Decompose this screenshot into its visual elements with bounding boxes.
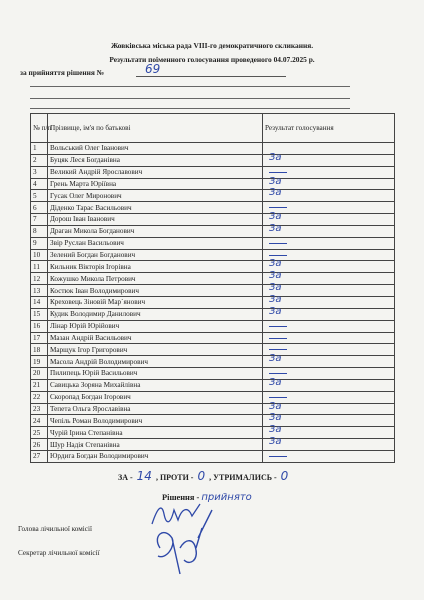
- deputy-name: Шур Надія Степанівна: [48, 439, 263, 451]
- vote-result-cell: [263, 293, 395, 308]
- vote-result-cell: [263, 368, 395, 380]
- chair-label: Голова лічильної комісії: [18, 525, 92, 533]
- row-number: 18: [31, 344, 48, 356]
- deputy-name: Костюк Іван Володимирович: [48, 285, 263, 297]
- row-number: 14: [31, 296, 48, 308]
- vote-result-cell: [263, 270, 395, 285]
- deputy-name: Пилипець Юрій Васильович: [48, 368, 263, 380]
- deputy-name: Тепета Ольга Ярославівна: [48, 403, 263, 415]
- tally-abstain-value: 0: [280, 469, 289, 483]
- table-row: [31, 154, 395, 166]
- table-row: [31, 439, 395, 451]
- vote-mark: За: [269, 436, 282, 448]
- vote-result-cell: [263, 175, 395, 190]
- table-row: [31, 379, 395, 391]
- deputy-name: Грень Марта Юріївна: [48, 178, 263, 190]
- row-number: 8: [31, 225, 48, 237]
- table-row: [31, 202, 395, 214]
- deputy-name: Діденко Тарас Васильович: [48, 202, 263, 214]
- vote-result-cell: [263, 143, 395, 155]
- blank-line: [30, 98, 350, 99]
- vote-mark: За: [269, 175, 282, 187]
- column-header-number: № п/п: [31, 114, 48, 143]
- table-row: [31, 178, 395, 190]
- table-row: [31, 214, 395, 226]
- vote-result-cell: [263, 391, 395, 403]
- deputy-name: Креховець Зіновій Мар`янович: [48, 296, 263, 308]
- tally-against-label: , ПРОТИ -: [155, 473, 194, 482]
- vote-dash-mark: [269, 349, 287, 350]
- row-number: 7: [31, 214, 48, 226]
- vote-mark: За: [269, 151, 282, 163]
- vote-mark: За: [269, 353, 282, 365]
- vote-result-cell: [263, 376, 395, 391]
- deputy-name: Буцяк Леся Богданівна: [48, 154, 263, 166]
- tally-abstain-label: , УТРИМАЛИСЬ -: [209, 473, 277, 482]
- row-number: 2: [31, 154, 48, 166]
- vote-mark: За: [269, 293, 282, 305]
- vote-mark: За: [269, 376, 282, 388]
- vote-tally: [118, 469, 290, 483]
- table-row: [31, 356, 395, 368]
- deputy-name: Чурій Ірина Степанівна: [48, 427, 263, 439]
- table-row: [31, 237, 395, 249]
- vote-result-cell: [263, 151, 395, 166]
- vote-mark: За: [269, 282, 282, 294]
- table-row: [31, 391, 395, 403]
- vote-result-cell: [263, 436, 395, 451]
- vote-mark: За: [269, 400, 282, 412]
- tally-against-value: 0: [197, 469, 206, 483]
- table-row: [31, 143, 395, 155]
- table-row: [31, 285, 395, 297]
- deputy-name: Марщук Ігор Григорович: [48, 344, 263, 356]
- vote-result-cell: [263, 258, 395, 273]
- vote-dash-mark: [269, 207, 287, 208]
- row-number: 17: [31, 332, 48, 344]
- row-number: 27: [31, 450, 48, 462]
- row-number: 16: [31, 320, 48, 332]
- vote-result-cell: [263, 344, 395, 356]
- vote-result-cell: [263, 450, 395, 462]
- row-number: 22: [31, 391, 48, 403]
- deputy-name: Лінар Юрій Юрійович: [48, 320, 263, 332]
- vote-mark: За: [269, 305, 282, 317]
- row-number: 11: [31, 261, 48, 273]
- row-number: 10: [31, 249, 48, 261]
- vote-result-cell: [263, 320, 395, 332]
- session-header: Результати поіменного голосування проведеного 04.07.2025 р.: [109, 55, 315, 64]
- table-row: [31, 368, 395, 380]
- row-number: 5: [31, 190, 48, 202]
- secretary-label: Секретар лічильної комісії: [18, 549, 100, 557]
- row-number: 4: [31, 178, 48, 190]
- table-row: [31, 308, 395, 320]
- vote-mark: За: [269, 211, 282, 223]
- column-header-name: Прізвище, ім'я по батькові: [48, 114, 263, 143]
- table-row: [31, 273, 395, 285]
- table-row: [31, 320, 395, 332]
- tally-for-label: ЗА -: [118, 473, 133, 482]
- row-number: 3: [31, 166, 48, 178]
- deputy-name: Гусак Олег Миронович: [48, 190, 263, 202]
- row-number: 24: [31, 415, 48, 427]
- deputy-name: Мазан Андрій Васильович: [48, 332, 263, 344]
- vote-dash-mark: [269, 397, 287, 398]
- row-number: 21: [31, 379, 48, 391]
- blank-line: [30, 108, 350, 109]
- vote-result-cell: [263, 424, 395, 439]
- row-number: 6: [31, 202, 48, 214]
- table-row: [31, 225, 395, 237]
- vote-mark: За: [269, 187, 282, 199]
- deputy-name: Дорош Іван Іванович: [48, 214, 263, 226]
- vote-result-cell: [263, 249, 395, 261]
- tally-for-value: 14: [136, 469, 152, 483]
- deputy-name: Кожушко Микола Петрович: [48, 273, 263, 285]
- table-row: [31, 190, 395, 202]
- row-number: 20: [31, 368, 48, 380]
- row-number: 19: [31, 356, 48, 368]
- column-header-result: Результат голосування: [263, 114, 395, 143]
- vote-mark: За: [269, 424, 282, 436]
- table-row: [31, 296, 395, 308]
- table-header-row: [31, 114, 395, 143]
- deputy-name: Вольський Олег Іванович: [48, 143, 263, 155]
- vote-mark: За: [269, 222, 282, 234]
- row-number: 1: [31, 143, 48, 155]
- decision-result-value: прийнято: [201, 492, 252, 503]
- deputy-name: Кильник Вікторія Ігорівна: [48, 261, 263, 273]
- table-row: [31, 261, 395, 273]
- vote-dash-mark: [269, 172, 287, 173]
- vote-result-cell: [263, 412, 395, 427]
- table-row: [31, 249, 395, 261]
- vote-result-cell: [263, 187, 395, 202]
- vote-result-cell: [263, 237, 395, 249]
- vote-result-cell: [263, 353, 395, 368]
- vote-dash-mark: [269, 243, 287, 244]
- table-row: [31, 166, 395, 178]
- vote-result-cell: [263, 202, 395, 214]
- decision-number: 69: [145, 62, 161, 76]
- voting-table: [30, 113, 395, 463]
- vote-dash-mark: [269, 255, 287, 256]
- deputy-name: Скоропад Богдан Ігорович: [48, 391, 263, 403]
- deputy-name: Кудик Володимир Данилович: [48, 308, 263, 320]
- table-row: [31, 427, 395, 439]
- vote-mark: За: [269, 412, 282, 424]
- vote-result-cell: [263, 282, 395, 297]
- council-header: Жовківська міська рада VIII-го демократичного скликання.: [110, 41, 314, 50]
- vote-dash-mark: [269, 338, 287, 339]
- vote-result-cell: [263, 332, 395, 344]
- row-number: 25: [31, 427, 48, 439]
- decision-label: за прийняття рішення №: [20, 68, 105, 77]
- vote-dash-mark: [269, 456, 287, 457]
- vote-mark: За: [269, 258, 282, 270]
- deputy-name: Савицька Зоряна Михайлівна: [48, 379, 263, 391]
- vote-result-cell: [263, 166, 395, 178]
- deputy-name: Драган Микола Богданович: [48, 225, 263, 237]
- decision-underline: [136, 76, 286, 77]
- deputy-name: Звір Руслан Васильович: [48, 237, 263, 249]
- vote-mark: За: [269, 270, 282, 282]
- row-number: 12: [31, 273, 48, 285]
- decision-result-label: Рішення -: [162, 493, 200, 502]
- table-row: [31, 415, 395, 427]
- vote-dash-mark: [269, 326, 287, 327]
- table-row: [31, 344, 395, 356]
- secretary-signature: [150, 508, 220, 578]
- table-row: [31, 450, 395, 462]
- row-number: 26: [31, 439, 48, 451]
- deputy-name: Великий Андрій Ярославович: [48, 166, 263, 178]
- vote-result-cell: [263, 305, 395, 320]
- deputy-name: Юрдига Богдан Володимирович: [48, 450, 263, 462]
- deputy-name: Чепіль Роман Володимирович: [48, 415, 263, 427]
- deputy-name: Масола Андрій Володимирович: [48, 356, 263, 368]
- row-number: 13: [31, 285, 48, 297]
- table-row: [31, 332, 395, 344]
- table-row: [31, 403, 395, 415]
- vote-result-cell: [263, 211, 395, 226]
- vote-result-cell: [263, 222, 395, 237]
- row-number: 23: [31, 403, 48, 415]
- deputy-name: Зелений Богдан Богданович: [48, 249, 263, 261]
- blank-line: [30, 86, 350, 87]
- row-number: 9: [31, 237, 48, 249]
- vote-dash-mark: [269, 373, 287, 374]
- vote-result-cell: [263, 400, 395, 415]
- row-number: 15: [31, 308, 48, 320]
